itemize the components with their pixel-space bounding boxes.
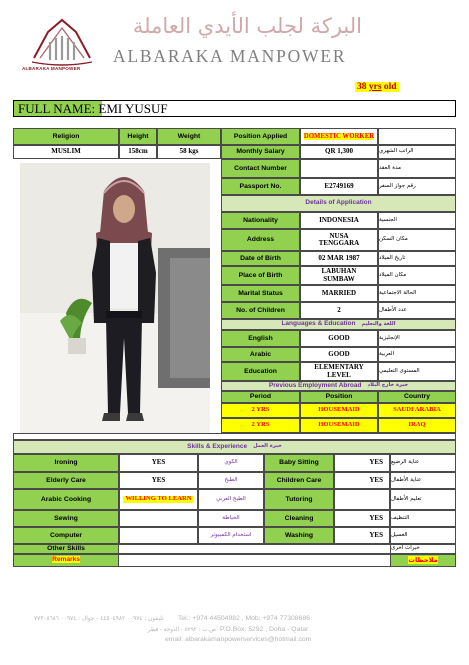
- employment-row-2-country-text: IRAQ: [408, 421, 426, 429]
- marital-status-label-arabic: الحالة الاجتماعية: [378, 285, 456, 302]
- position-empty-cell: [378, 128, 456, 145]
- arabic-value: GOOD: [300, 347, 378, 362]
- education-label-arabic: المستوى التعليمي: [378, 362, 456, 381]
- employment-row-2-position: [300, 418, 378, 433]
- skill-arabic-cooking-value: [119, 489, 198, 510]
- remarks-arabic: ملاحظات: [408, 556, 438, 565]
- nationality-label-arabic: الجنسية: [378, 212, 456, 229]
- religion-value: MUSLIM: [13, 145, 119, 159]
- footer-email: email: albarakamanpowerservices@hotmail.com: [165, 636, 312, 643]
- skill-ironing-value: YES: [119, 454, 198, 472]
- skill-tutoring-arabic: تعليم الأطفال: [390, 489, 456, 510]
- contact-label-arabic: مدة العقد: [378, 159, 456, 178]
- employment-row-1-period: [221, 403, 300, 418]
- period-header: Period: [221, 391, 300, 403]
- english-label: English: [221, 330, 300, 347]
- footer-pobox-arabic: ص.ب : ٥٢٩٢ - الدوحة - قطر: [147, 627, 216, 633]
- pob-label-arabic: مكان الميلاد: [378, 266, 456, 285]
- skill-baby-sitting-value: YES: [334, 454, 390, 472]
- other-skills-arabic: خبرات أخرى: [390, 544, 456, 554]
- education-value: ELEMENTARY LEVEL: [300, 362, 378, 381]
- remarks-arabic-cell: [390, 554, 456, 567]
- contact-label: Contact Number: [221, 159, 300, 178]
- dob-label-arabic: تاريخ الميلاد: [378, 251, 456, 266]
- skill-baby-sitting-arabic: عناية الرضيع: [390, 454, 456, 472]
- employment-row-1-period-text: 2 YRS: [251, 406, 270, 414]
- employment-row-2-position-text: HOUSEMAID: [318, 421, 360, 429]
- pob-value: LABUHAN SUMBAW: [300, 266, 378, 285]
- address-value: NUSA TENGGARA: [300, 229, 378, 251]
- details-section-title: Details of Application: [221, 195, 456, 212]
- letterhead: [0, 0, 469, 82]
- skill-arabic-cooking-value-text: WILLING TO LEARN: [125, 495, 192, 503]
- skill-arabic-cooking-label: Arabic Cooking: [13, 489, 119, 510]
- dob-value: 02 MAR 1987: [300, 251, 378, 266]
- age-badge: [355, 82, 399, 92]
- skill-arabic-cooking-arabic: الطبخ العربي: [198, 489, 264, 510]
- employment-section-title: [221, 381, 456, 391]
- full-name-bar: [13, 100, 456, 117]
- footer-phones-arabic: تليفون : ٠٠٩٧٤ ٤٤٥٠٤٩٨٢ - جوال : ٠٠٩٧٤ ٧٧٣٠٨٦٨٦: [34, 616, 164, 622]
- languages-title-arabic: اللغة والتعليم: [361, 320, 396, 327]
- position-value: [300, 128, 378, 145]
- salary-label-arabic: الراتب الشهري: [378, 145, 456, 159]
- arabic-label: Arabic: [221, 347, 300, 362]
- applicant-photo: [20, 163, 210, 434]
- employment-row-1-position: [300, 403, 378, 418]
- languages-title: Languages & Education: [281, 320, 356, 328]
- salary-value: QR 1,300: [300, 145, 378, 159]
- position-header: Position Applied: [221, 128, 300, 145]
- skill-tutoring-value: [334, 489, 390, 510]
- employment-title: Previous Employment Abroad: [268, 381, 362, 389]
- employment-row-2-period: [221, 418, 300, 433]
- height-value: 158cm: [119, 145, 157, 159]
- education-label: Education: [221, 362, 300, 381]
- footer-pobox: P.O.Box: 5292 , Doha - Qatar: [220, 626, 309, 633]
- passport-label-arabic: رقم جواز السفر: [378, 178, 456, 195]
- skill-cleaning-value: YES: [334, 510, 390, 527]
- skill-children-care-label: Children Care: [264, 472, 334, 489]
- religion-header: Religion: [13, 128, 119, 145]
- english-label-arabic: الإنجليزية: [378, 330, 456, 347]
- skill-computer-arabic: استخدام الكمبيوتر: [198, 527, 264, 544]
- marital-status-label: Marital Status: [221, 285, 300, 302]
- employment-row-2-country: [378, 418, 456, 433]
- letterhead-footer: [0, 600, 469, 665]
- skill-tutoring-label: Tutoring: [264, 489, 334, 510]
- applicant-photo-image: [20, 163, 210, 434]
- age-number: 38: [357, 82, 367, 92]
- skill-elderly-care-arabic: الطبخ: [198, 472, 264, 489]
- spacer-row: [13, 433, 456, 440]
- skill-ironing-label: Ironing: [13, 454, 119, 472]
- skill-ironing-arabic: الكوي: [198, 454, 264, 472]
- skill-washing-arabic: الغسيل: [390, 527, 456, 544]
- marital-status-value: MARRIED: [300, 285, 378, 302]
- logo-caption: ALBARAKA MANPOWER: [22, 66, 81, 71]
- passport-value: E2749169: [300, 178, 378, 195]
- skills-section-title: [13, 440, 456, 454]
- employment-row-1-country: [378, 403, 456, 418]
- albaraka-logo-icon: [26, 14, 96, 74]
- english-value: GOOD: [300, 330, 378, 347]
- other-skills-label: Other Skills: [13, 544, 119, 554]
- full-name-label: FULL NAME:: [18, 101, 96, 116]
- skill-computer-label: Computer: [13, 527, 119, 544]
- remarks-label-cell: [13, 554, 119, 567]
- skill-children-care-value: YES: [334, 472, 390, 489]
- full-name-text: [18, 101, 168, 116]
- salary-label: Monthly Salary: [221, 145, 300, 159]
- nationality-value: INDONESIA: [300, 212, 378, 229]
- footer-phones: Tel.: +974 44504982 , Mob: +974 77308686: [178, 615, 310, 622]
- address-label-arabic: مكان السكن: [378, 229, 456, 251]
- full-name-value: EMI YUSUF: [98, 101, 168, 116]
- skill-cleaning-label: Cleaning: [264, 510, 334, 527]
- age-suffix: old: [383, 82, 397, 92]
- weight-value: 58 kgs: [157, 145, 221, 159]
- skill-elderly-care-value: YES: [119, 472, 198, 489]
- skill-elderly-care-label: Elderly Care: [13, 472, 119, 489]
- nationality-label: Nationality: [221, 212, 300, 229]
- address-label: Address: [221, 229, 300, 251]
- employment-row-1-country-text: SAUDI ARABIA: [393, 406, 441, 414]
- position-value-text: DOMESTIC WORKER: [303, 132, 375, 140]
- skills-title: Skills & Experience: [187, 442, 248, 450]
- employment-row-2-period-text: 2 YRS: [251, 421, 270, 429]
- children-label: No. of Children: [221, 302, 300, 319]
- children-label-arabic: عدد الأطفال: [378, 302, 456, 319]
- skills-title-arabic: خبرة العمل: [253, 443, 282, 450]
- skill-washing-label: Washing: [264, 527, 334, 544]
- passport-label: Passport No.: [221, 178, 300, 195]
- skill-sewing-arabic: الخياطة: [198, 510, 264, 527]
- employment-title-arabic: خبرة خارج البلاد: [367, 382, 409, 389]
- skill-computer-value: [119, 527, 198, 544]
- company-name-arabic: البركة لجلب الأيدي العاملة: [132, 14, 362, 38]
- skill-children-care-arabic: عناية الأطفال: [390, 472, 456, 489]
- weight-header: Weight: [157, 128, 221, 145]
- age-unit: yrs: [368, 82, 382, 92]
- remarks-label: Remarks: [52, 556, 80, 564]
- height-header: Height: [119, 128, 157, 145]
- dob-label: Date of Birth: [221, 251, 300, 266]
- children-value: 2: [300, 302, 378, 319]
- skill-cleaning-arabic: التنظيف: [390, 510, 456, 527]
- skill-sewing-value: [119, 510, 198, 527]
- skill-sewing-label: Sewing: [13, 510, 119, 527]
- skill-washing-value: YES: [334, 527, 390, 544]
- skill-baby-sitting-label: Baby Sitting: [264, 454, 334, 472]
- contact-value: [300, 159, 378, 178]
- languages-section-title: [221, 319, 456, 330]
- pob-label: Place of Birth: [221, 266, 300, 285]
- arabic-label-arabic: العربية: [378, 347, 456, 362]
- country-header: Country: [378, 391, 456, 403]
- employment-row-1-position-text: HOUSEMAID: [318, 406, 360, 414]
- company-name: ALBARAKA MANPOWER: [113, 46, 347, 66]
- employment-position-header: Position: [300, 391, 378, 403]
